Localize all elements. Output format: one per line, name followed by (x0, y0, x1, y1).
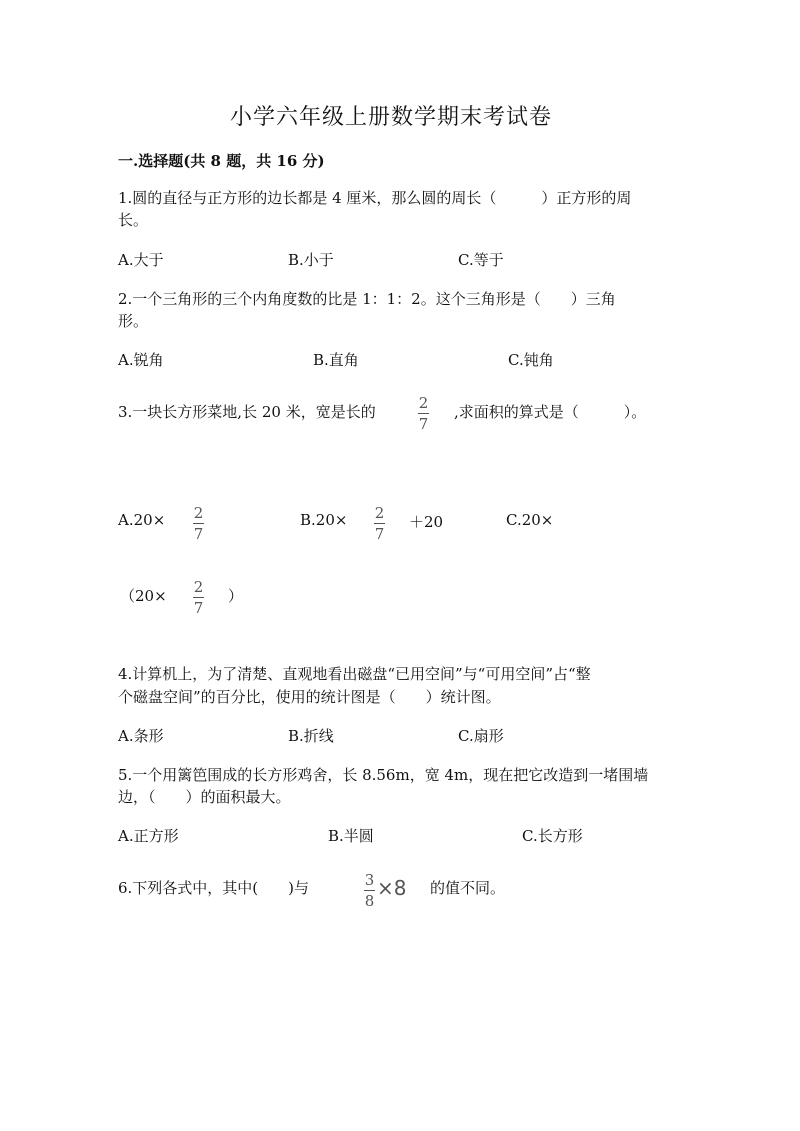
question-6-text-before: 6.下列各式中，其中( )与 (118, 879, 310, 897)
question-3-option-a-fraction (193, 505, 204, 542)
question-4-option-b: B.折线 (288, 727, 334, 745)
page-title: 小学六年级上册数学期末考试卷 (230, 105, 553, 130)
fraction-bar (193, 523, 204, 524)
question-2-line-1: 2.一个三角形的三个内角度数的比是 1：1：2。这个三角形是（ ）三角 (118, 290, 616, 308)
question-2-line-2: 形。 (118, 312, 149, 330)
section-heading: 一.选择题(共 8 题，共 16 分) (118, 152, 325, 170)
question-1-line-1: 1.圆的直径与正方形的边长都是 4 厘米，那么圆的周长（ ）正方形的周 (118, 189, 632, 207)
fraction-numerator: 2 (193, 578, 204, 596)
question-3-option-a: A.20× (118, 511, 166, 529)
question-5-line-2: 边，（ ）的面积最大。 (118, 788, 291, 806)
fraction-denominator: 8 (364, 892, 375, 910)
question-2-option-a: A.锐角 (118, 351, 164, 369)
fraction-numerator: 2 (374, 504, 385, 522)
question-2-option-b: B.直角 (313, 351, 359, 369)
fraction-numerator: 2 (193, 504, 204, 522)
question-3-option-d-open: （20× (120, 587, 167, 605)
question-3-option-c: C.20× (506, 511, 554, 529)
fraction-bar (364, 890, 375, 891)
question-3-option-b-fraction (374, 505, 385, 542)
question-4-line-2: 个磁盘空间”的百分比，使用的统计图是（ ）统计图。 (118, 688, 501, 706)
question-3-text-after: ,求面积的算式是（ ）。 (454, 403, 647, 421)
question-4-option-c: C.扇形 (458, 727, 504, 745)
question-5-line-1: 5.一个用篱笆围成的长方形鸡舍，长 8.56m，宽 4m，现在把它改造到一堵围墙 (118, 766, 649, 784)
question-5-option-c: C.长方形 (522, 827, 583, 845)
question-3-fraction (418, 395, 429, 432)
question-3-option-d-fraction (193, 579, 204, 616)
question-1-option-b: B.小于 (288, 251, 334, 269)
fraction-numerator: 3 (364, 871, 375, 889)
question-1-option-a: A.大于 (118, 251, 164, 269)
question-4-option-a: A.条形 (118, 727, 164, 745)
question-6-text-after: 的值不同。 (430, 879, 506, 897)
fraction-bar (193, 597, 204, 598)
question-3-option-b-tail: ＋20 (409, 513, 444, 531)
fraction-bar (418, 413, 429, 414)
fraction-denominator: 7 (418, 415, 429, 433)
fraction-bar (374, 523, 385, 524)
fraction-denominator: 7 (193, 525, 204, 543)
question-6-times-eight: ×8 (377, 876, 407, 900)
fraction-denominator: 7 (193, 599, 204, 617)
question-3-option-b: B.20× (300, 511, 348, 529)
question-1-line-2: 长。 (118, 211, 149, 229)
question-5-option-a: A.正方形 (118, 827, 179, 845)
question-4-line-1: 4.计算机上，为了清楚、直观地看出磁盘“已用空间”与“可用空间”占“整 (118, 665, 591, 683)
fraction-numerator: 2 (418, 394, 429, 412)
question-3-text-before: 3.一块长方形菜地,长 20 米，宽是长的 (118, 403, 376, 421)
question-5-option-b: B.半圆 (328, 827, 374, 845)
question-2-option-c: C.钝角 (508, 351, 554, 369)
fraction-denominator: 7 (374, 525, 385, 543)
question-1-option-c: C.等于 (458, 251, 504, 269)
question-3-option-d-close: ） (228, 587, 244, 605)
question-6-fraction (364, 872, 375, 909)
